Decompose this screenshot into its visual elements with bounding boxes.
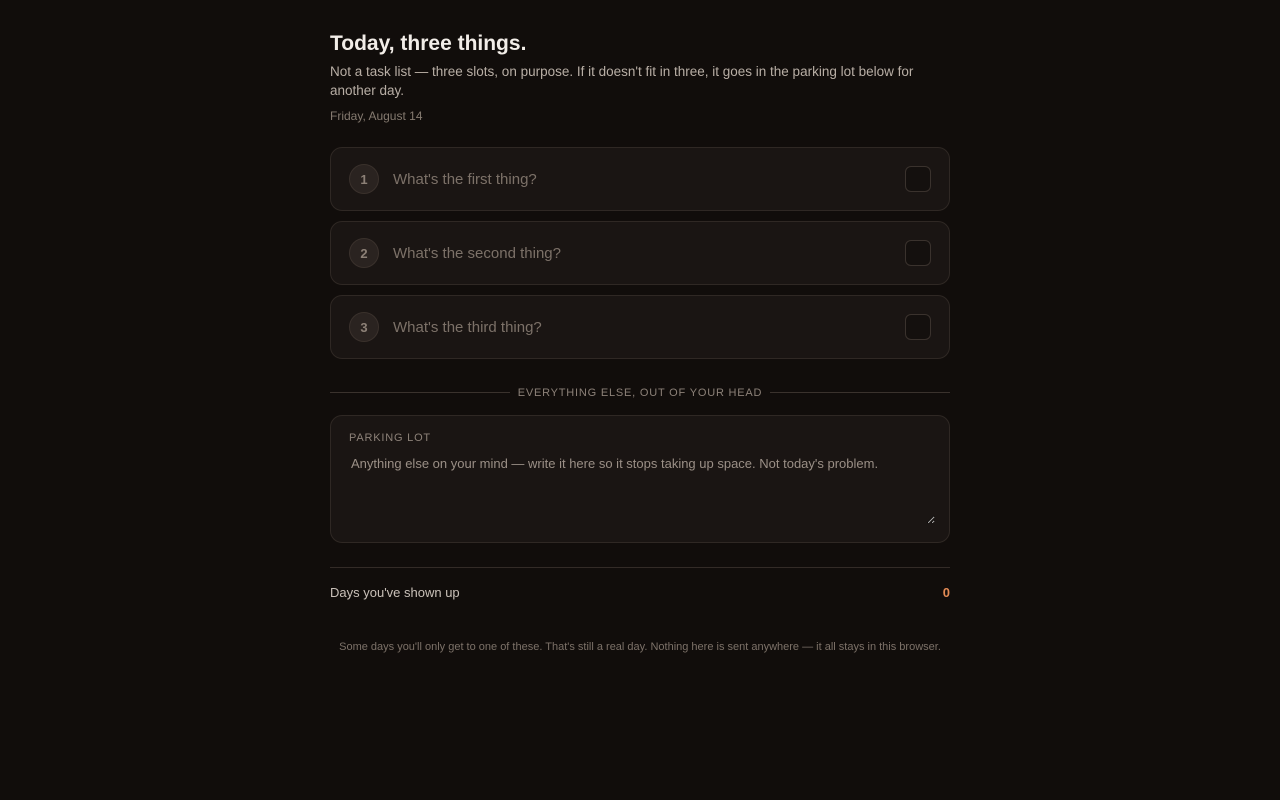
streak-divider: [330, 567, 950, 568]
slot-number-badge: 3: [349, 312, 379, 342]
page-subtitle: Not a task list — three slots, on purpose. If it doesn't fit in three, it goes in the parking lot below for another day.: [330, 64, 914, 98]
slot-3: [330, 295, 950, 359]
footer-note: Some days you'll only get to one of these. That's still a real day. Nothing here is sent anywhere — it all stays in this browser.: [339, 641, 941, 653]
slot-1-input[interactable]: [393, 166, 873, 192]
streak-count: 0: [942, 585, 950, 600]
slot-2: [330, 221, 950, 285]
slot-1-checkbox[interactable]: [905, 166, 931, 192]
slot-2-input[interactable]: [393, 240, 873, 266]
divider-line-right: [770, 392, 950, 393]
slot-number-badge: 2: [349, 238, 379, 268]
slot-number-badge: 1: [349, 164, 379, 194]
streak-label: Days you've shown up: [330, 585, 460, 600]
divider-label: EVERYTHING ELSE, OUT OF YOUR HEAD: [517, 387, 763, 399]
parking-lot-textarea[interactable]: [349, 454, 935, 524]
slot-3-checkbox[interactable]: [905, 314, 931, 340]
current-date: Friday, August 14: [330, 109, 423, 123]
slot-3-input[interactable]: [393, 314, 873, 340]
parking-lot-card: [330, 415, 950, 543]
page-title: Today, three things.: [330, 32, 527, 55]
parking-lot-label: PARKING LOT: [349, 432, 431, 444]
section-divider: [330, 386, 950, 400]
slot-2-checkbox[interactable]: [905, 240, 931, 266]
slot-1: [330, 147, 950, 211]
